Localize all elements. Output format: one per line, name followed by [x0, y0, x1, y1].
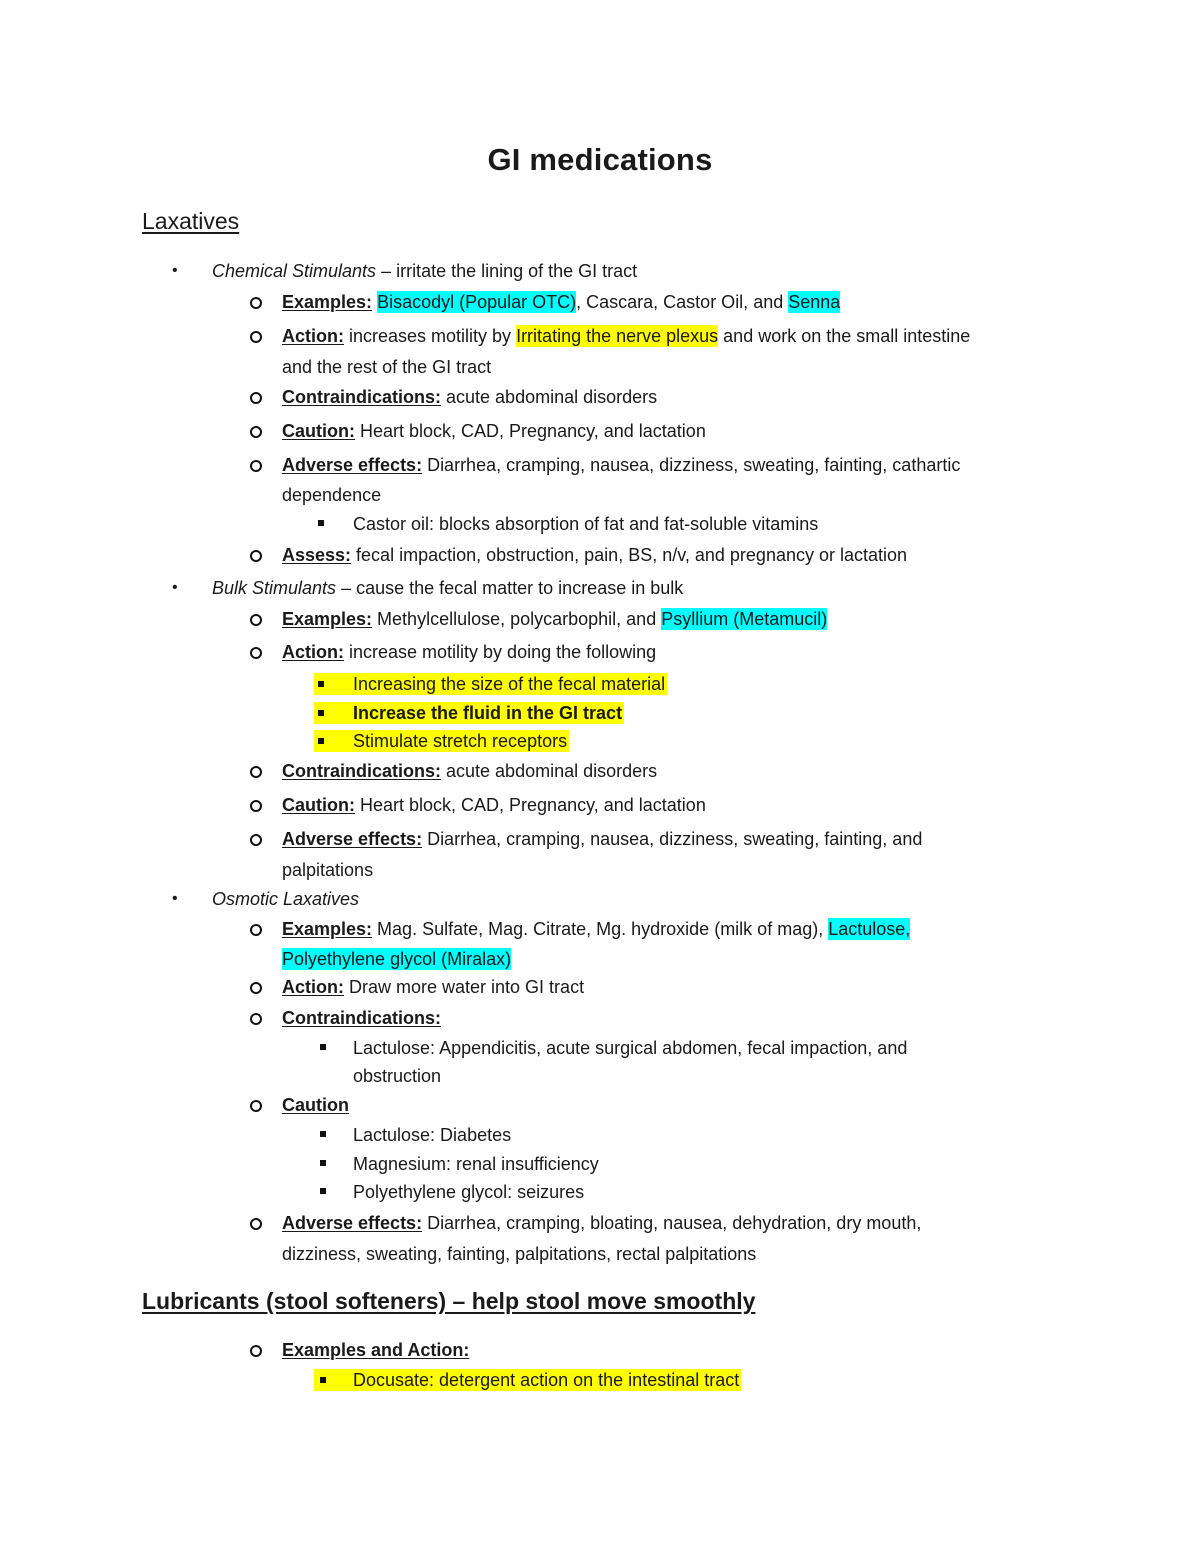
- bulk-sub-stretch: Stimulate stretch receptors: [314, 730, 569, 752]
- bullet-disc-icon: •: [172, 579, 178, 596]
- chemical-adverse-cont: dependence: [282, 485, 382, 505]
- lubricants-docusate: Docusate: detergent action on the intestinal tract: [314, 1369, 741, 1391]
- page-title: GI medications: [487, 142, 713, 177]
- item-chemical-stimulants: Chemical Stimulants – irritate the lining of the GI tract: [212, 261, 638, 281]
- chemical-examples: Examples: Bisacodyl (Popular OTC), Cascara, Castor Oil, and Senna: [282, 292, 841, 312]
- bullet-circle-icon: [250, 982, 262, 994]
- chemical-adverse: Adverse effects: Diarrhea, cramping, nausea, dizziness, sweating, fainting, cathartic: [282, 455, 961, 475]
- osmotic-examples-cont: Polyethylene glycol (Miralax): [282, 949, 512, 969]
- bullet-circle-icon: [250, 1218, 262, 1230]
- bullet-square-icon: [318, 738, 324, 744]
- osmotic-action: Action: Draw more water into GI tract: [282, 977, 585, 997]
- bullet-circle-icon: [250, 297, 262, 309]
- osmotic-caution-magnesium: Magnesium: renal insufficiency: [353, 1154, 599, 1174]
- heading-laxatives: Laxatives: [142, 208, 240, 234]
- osmotic-adverse-cont: dizziness, sweating, fainting, palpitations, rectal palpitations: [282, 1244, 757, 1264]
- bulk-examples: Examples: Methylcellulose, polycarbophil, and Psyllium (Metamucil): [282, 609, 828, 629]
- bulk-sub-size: Increasing the size of the fecal material: [314, 673, 667, 695]
- bulk-adverse-cont: palpitations: [282, 860, 374, 880]
- bullet-circle-icon: [250, 834, 262, 846]
- bulk-action: Action: increase motility by doing the following: [282, 642, 657, 662]
- bullet-circle-icon: [250, 426, 262, 438]
- bulk-adverse: Adverse effects: Diarrhea, cramping, nausea, dizziness, sweating, fainting, and: [282, 829, 923, 849]
- bullet-circle-icon: [250, 924, 262, 936]
- chemical-action: Action: increases motility by Irritating the nerve plexus and work on the small intestine: [282, 326, 971, 346]
- heading-lubricants: Lubricants (stool softeners) – help stool move smoothly: [142, 1288, 756, 1314]
- osmotic-contra-lactulose-cont: obstruction: [353, 1066, 442, 1086]
- bullet-circle-icon: [250, 331, 262, 343]
- chemical-caution: Caution: Heart block, CAD, Pregnancy, and lactation: [282, 421, 706, 441]
- bullet-circle-icon: [250, 1013, 262, 1025]
- osmotic-contra-lactulose: Lactulose: Appendicitis, acute surgical abdomen, fecal impaction, and: [353, 1038, 908, 1058]
- chemical-assess: Assess: fecal impaction, obstruction, pain, BS, n/v, and pregnancy or lactation: [282, 545, 908, 565]
- osmotic-examples: Examples: Mag. Sulfate, Mag. Citrate, Mg. hydroxide (milk of mag), Lactulose,: [282, 919, 911, 939]
- bullet-disc-icon: •: [172, 890, 178, 907]
- bulk-contraindications: Contraindications: acute abdominal disorders: [282, 761, 658, 781]
- bullet-circle-icon: [250, 1345, 262, 1357]
- bulk-sub-fluid: Increase the fluid in the GI tract: [314, 702, 624, 724]
- osmotic-adverse: Adverse effects: Diarrhea, cramping, bloating, nausea, dehydration, dry mouth,: [282, 1213, 922, 1233]
- item-osmotic-laxatives: Osmotic Laxatives: [212, 889, 360, 909]
- bulk-caution: Caution: Heart block, CAD, Pregnancy, and lactation: [282, 795, 706, 815]
- bullet-square-icon: [320, 1377, 326, 1383]
- bullet-square-icon: [320, 1188, 326, 1194]
- bullet-circle-icon: [250, 647, 262, 659]
- lubricants-examples: Examples and Action:: [282, 1340, 470, 1360]
- bullet-square-icon: [318, 681, 324, 687]
- bullet-circle-icon: [250, 392, 262, 404]
- bullet-circle-icon: [250, 614, 262, 626]
- chemical-castor: Castor oil: blocks absorption of fat and fat-soluble vitamins: [353, 514, 819, 534]
- bullet-square-icon: [318, 520, 324, 526]
- bullet-circle-icon: [250, 766, 262, 778]
- bullet-circle-icon: [250, 800, 262, 812]
- chemical-contraindications: Contraindications: acute abdominal disorders: [282, 387, 658, 407]
- chemical-action-cont: and the rest of the GI tract: [282, 357, 492, 377]
- osmotic-caution: Caution: [282, 1095, 349, 1115]
- bullet-square-icon: [320, 1044, 326, 1050]
- item-bulk-stimulants: Bulk Stimulants – cause the fecal matter to increase in bulk: [212, 578, 684, 598]
- bullet-square-icon: [320, 1131, 326, 1137]
- bullet-disc-icon: •: [172, 262, 178, 279]
- osmotic-caution-lactulose: Lactulose: Diabetes: [353, 1125, 512, 1145]
- osmotic-caution-peg: Polyethylene glycol: seizures: [353, 1182, 585, 1202]
- bullet-circle-icon: [250, 460, 262, 472]
- bullet-circle-icon: [250, 550, 262, 562]
- osmotic-contraindications: Contraindications:: [282, 1008, 442, 1028]
- bullet-square-icon: [318, 710, 324, 716]
- bullet-square-icon: [320, 1160, 326, 1166]
- bullet-circle-icon: [250, 1100, 262, 1112]
